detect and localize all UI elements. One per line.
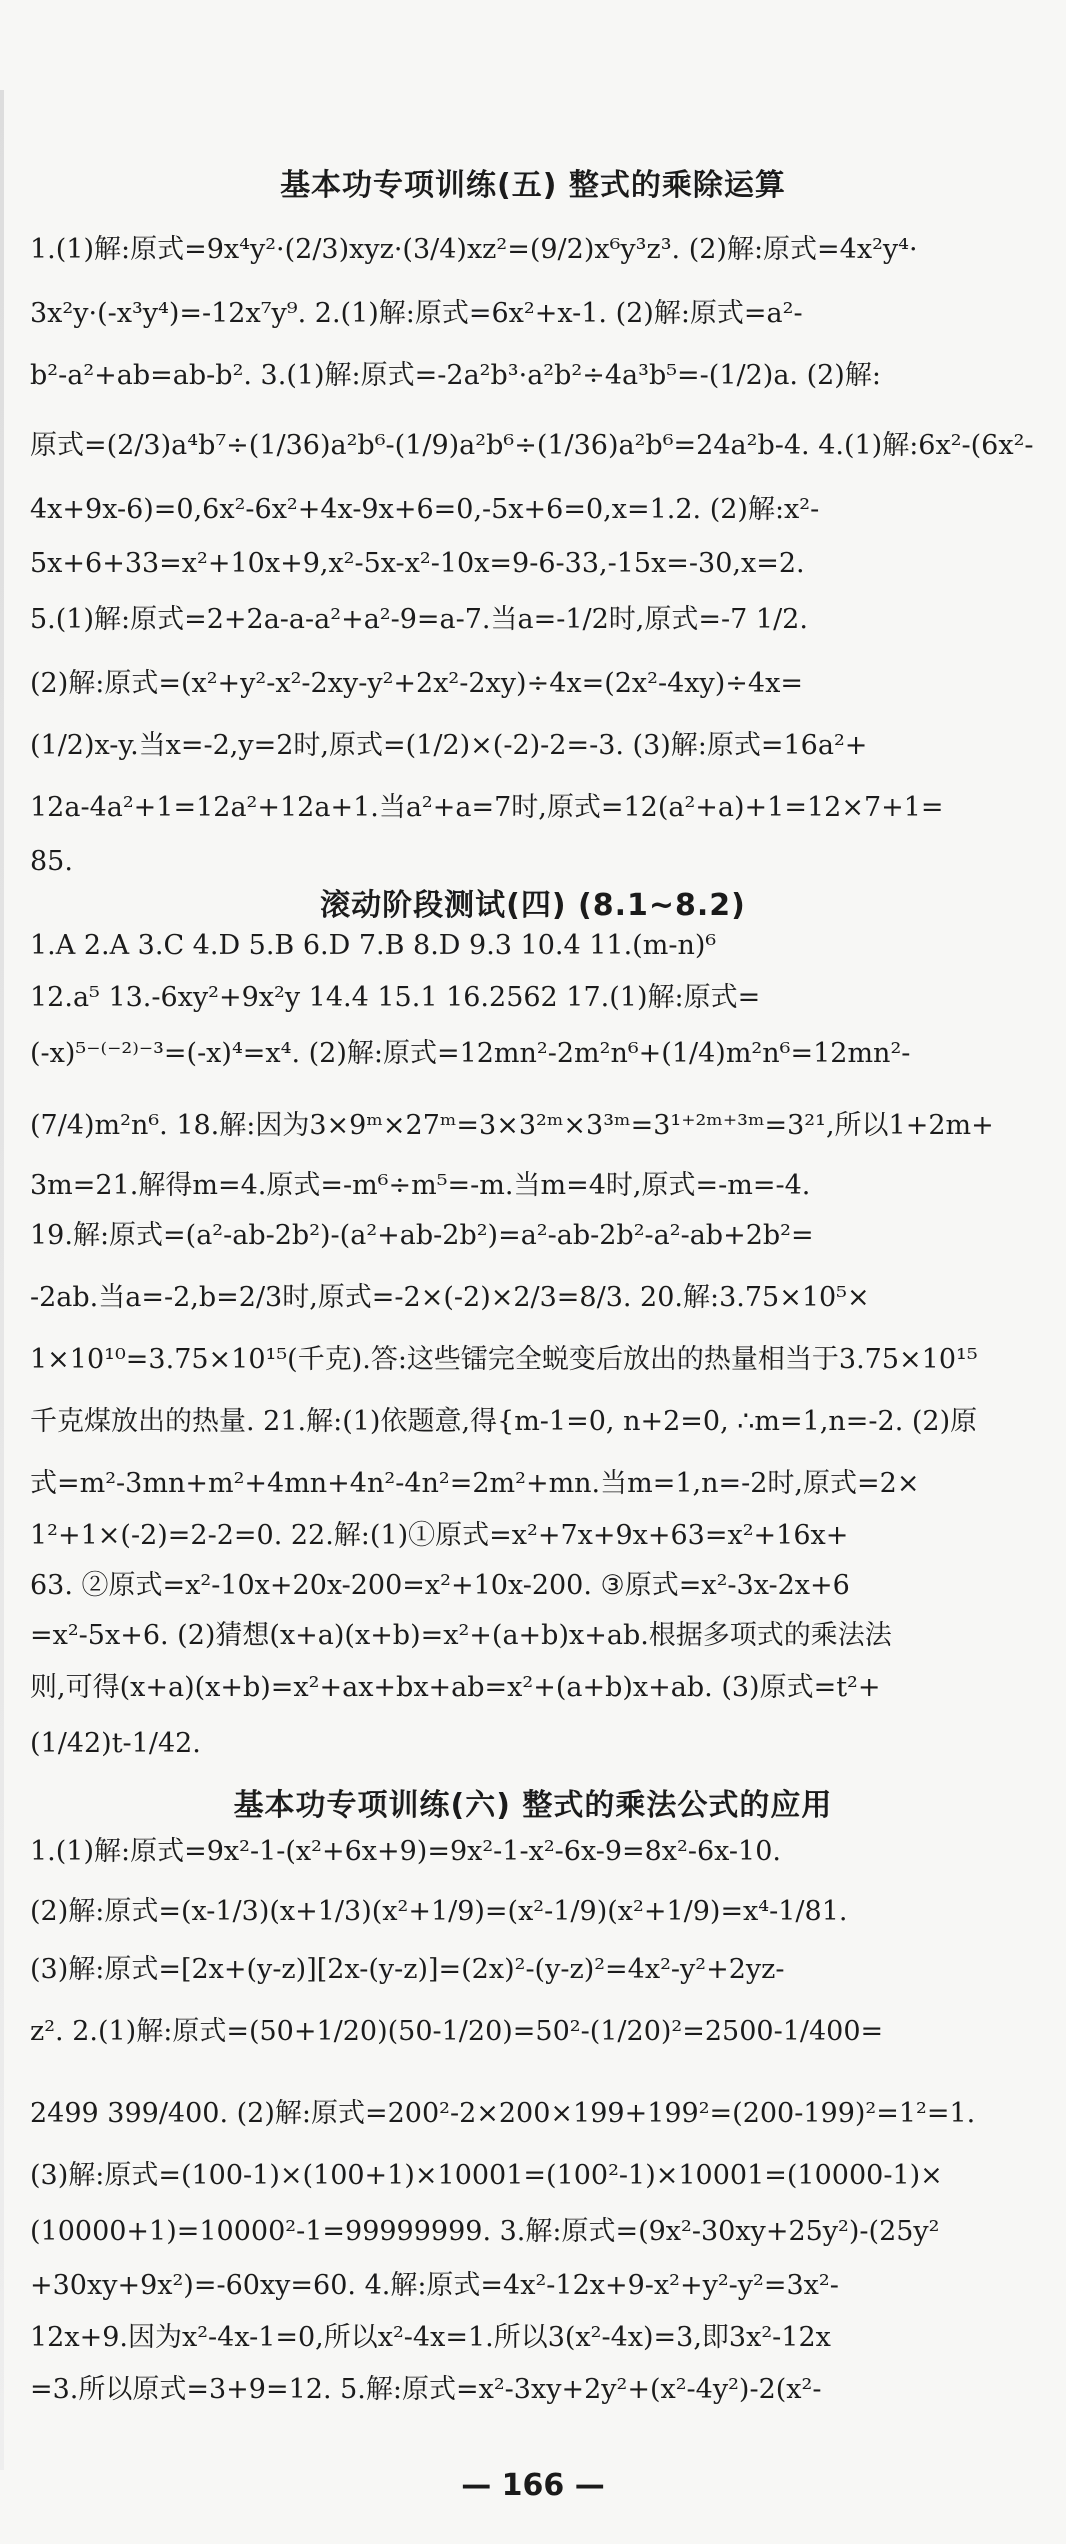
text-line: 4x+9x-6)=0,6x²-6x²+4x-9x+6=0,-5x+6=0,x=1.2. (2)解:x²- (30, 494, 820, 525)
text-line: 12.a⁵ 13.-6xy²+9x²y 14.4 15.1 16.2562 17.(1)解:原式= (30, 982, 761, 1013)
text-line: (-x)⁵⁻⁽⁻²⁾⁻³=(-x)⁴=x⁴. (2)解:原式=12mn²-2m²n⁶+(1/4)m²n⁶=12mn²- (30, 1038, 911, 1069)
text-line: 1.(1)解:原式=9x²-1-(x²+6x+9)=9x²-1-x²-6x-9=8x²-6x-10. (30, 1836, 781, 1867)
text-line: (3)解:原式=(100-1)×(100+1)×10001=(100²-1)×10001=(10000-1)× (30, 2160, 943, 2191)
section-title-2: 滚动阶段测试(四) (8.1~8.2) (320, 888, 746, 923)
text-line: 则,可得(x+a)(x+b)=x²+ax+bx+ab=x²+(a+b)x+ab. (3)原式=t²+ (30, 1672, 881, 1703)
text-line: 1²+1×(-2)=2-2=0. 22.解:(1)①原式=x²+7x+9x+63=x²+16x+ (30, 1520, 849, 1551)
text-line: 3m=21.解得m=4.原式=-m⁶÷m⁵=-m.当m=4时,原式=-m=-4. (30, 1170, 811, 1201)
text-line: z². 2.(1)解:原式=(50+1/20)(50-1/20)=50²-(1/20)²=2500-1/400= (30, 2016, 884, 2047)
text-line: (3)解:原式=[2x+(y-z)][2x-(y-z)]=(2x)²-(y-z)²=4x²-y²+2yz- (30, 1954, 785, 1985)
text-line: 19.解:原式=(a²-ab-2b²)-(a²+ab-2b²)=a²-ab-2b²-a²-ab+2b²= (30, 1220, 814, 1251)
binding-edge (0, 90, 4, 2470)
text-line: =3.所以原式=3+9=12. 5.解:原式=x²-3xy+2y²+(x²-4y²)-2(x²- (30, 2374, 822, 2405)
text-line: 12x+9.因为x²-4x-1=0,所以x²-4x=1.所以3(x²-4x)=3,即3x²-12x (30, 2322, 831, 2353)
text-line: 千克煤放出的热量. 21.解:(1)依题意,得{m-1=0, n+2=0, ∴m=1,n=-2. (2)原 (30, 1406, 978, 1437)
text-line: 63. ②原式=x²-10x+20x-200=x²+10x-200. ③原式=x²-3x-2x+6 (30, 1570, 850, 1601)
section-title-3: 基本功专项训练(六) 整式的乘法公式的应用 (233, 1788, 833, 1823)
text-line: 3x²y·(-x³y⁴)=-12x⁷y⁹. 2.(1)解:原式=6x²+x-1. (2)解:原式=a²- (30, 298, 803, 329)
page-number: — 166 — (461, 2468, 605, 2503)
text-line: (1/42)t-1/42. (30, 1728, 201, 1759)
text-line: 1×10¹⁰=3.75×10¹⁵(千克).答:这些镭完全蜕变后放出的热量相当于3.75×10¹⁵ (30, 1344, 978, 1375)
text-line: 85. (30, 846, 73, 877)
text-line: (1/2)x-y.当x=-2,y=2时,原式=(1/2)×(-2)-2=-3. (3)解:原式=16a²+ (30, 730, 868, 761)
text-line: (7/4)m²n⁶. 18.解:因为3×9ᵐ×27ᵐ=3×3²ᵐ×3³ᵐ=3¹⁺²ᵐ⁺³ᵐ=3²¹,所以1+2m+ (30, 1110, 994, 1141)
text-line: 式=m²-3mn+m²+4mn+4n²-4n²=2m²+mn.当m=1,n=-2时,原式=2× (30, 1468, 920, 1499)
text-line: =x²-5x+6. (2)猜想(x+a)(x+b)=x²+(a+b)x+ab.根据多项式的乘法法 (30, 1620, 892, 1651)
text-line: 2499 399/400. (2)解:原式=200²-2×200×199+199²=(200-199)²=1²=1. (30, 2098, 976, 2129)
text-line: 1.A 2.A 3.C 4.D 5.B 6.D 7.B 8.D 9.3 10.4 11.(m-n)⁶ (30, 930, 717, 961)
text-line: 5x+6+33=x²+10x+9,x²-5x-x²-10x=9-6-33,-15x=-30,x=2. (30, 548, 805, 579)
text-line: (2)解:原式=(x²+y²-x²-2xy-y²+2x²-2xy)÷4x=(2x²-4xy)÷4x= (30, 668, 803, 699)
text-line: (10000+1)=10000²-1=99999999. 3.解:原式=(9x²-30xy+25y²)-(25y² (30, 2216, 940, 2247)
text-line: -2ab.当a=-2,b=2/3时,原式=-2×(-2)×2/3=8/3. 20.解:3.75×10⁵× (30, 1282, 870, 1313)
text-line: 1.(1)解:原式=9x⁴y²·(2/3)xyz·(3/4)xz²=(9/2)x⁶y³z³. (2)解:原式=4x²y⁴· (30, 234, 918, 265)
section-title-1: 基本功专项训练(五) 整式的乘除运算 (280, 168, 786, 203)
text-line: 5.(1)解:原式=2+2a-a-a²+a²-9=a-7.当a=-1/2时,原式=-7 1/2. (30, 604, 808, 635)
text-line: 12a-4a²+1=12a²+12a+1.当a²+a=7时,原式=12(a²+a)+1=12×7+1= (30, 792, 944, 823)
text-line: 原式=(2/3)a⁴b⁷÷(1/36)a²b⁶-(1/9)a²b⁶÷(1/36)a²b⁶=24a²b-4. 4.(1)解:6x²-(6x²- (30, 430, 1034, 461)
text-line: b²-a²+ab=ab-b². 3.(1)解:原式=-2a²b³·a²b²÷4a³b⁵=-(1/2)a. (2)解: (30, 360, 881, 391)
text-line: (2)解:原式=(x-1/3)(x+1/3)(x²+1/9)=(x²-1/9)(x²+1/9)=x⁴-1/81. (30, 1896, 848, 1927)
text-line: +30xy+9x²)=-60xy=60. 4.解:原式=4x²-12x+9-x²+y²-y²=3x²- (30, 2270, 839, 2301)
